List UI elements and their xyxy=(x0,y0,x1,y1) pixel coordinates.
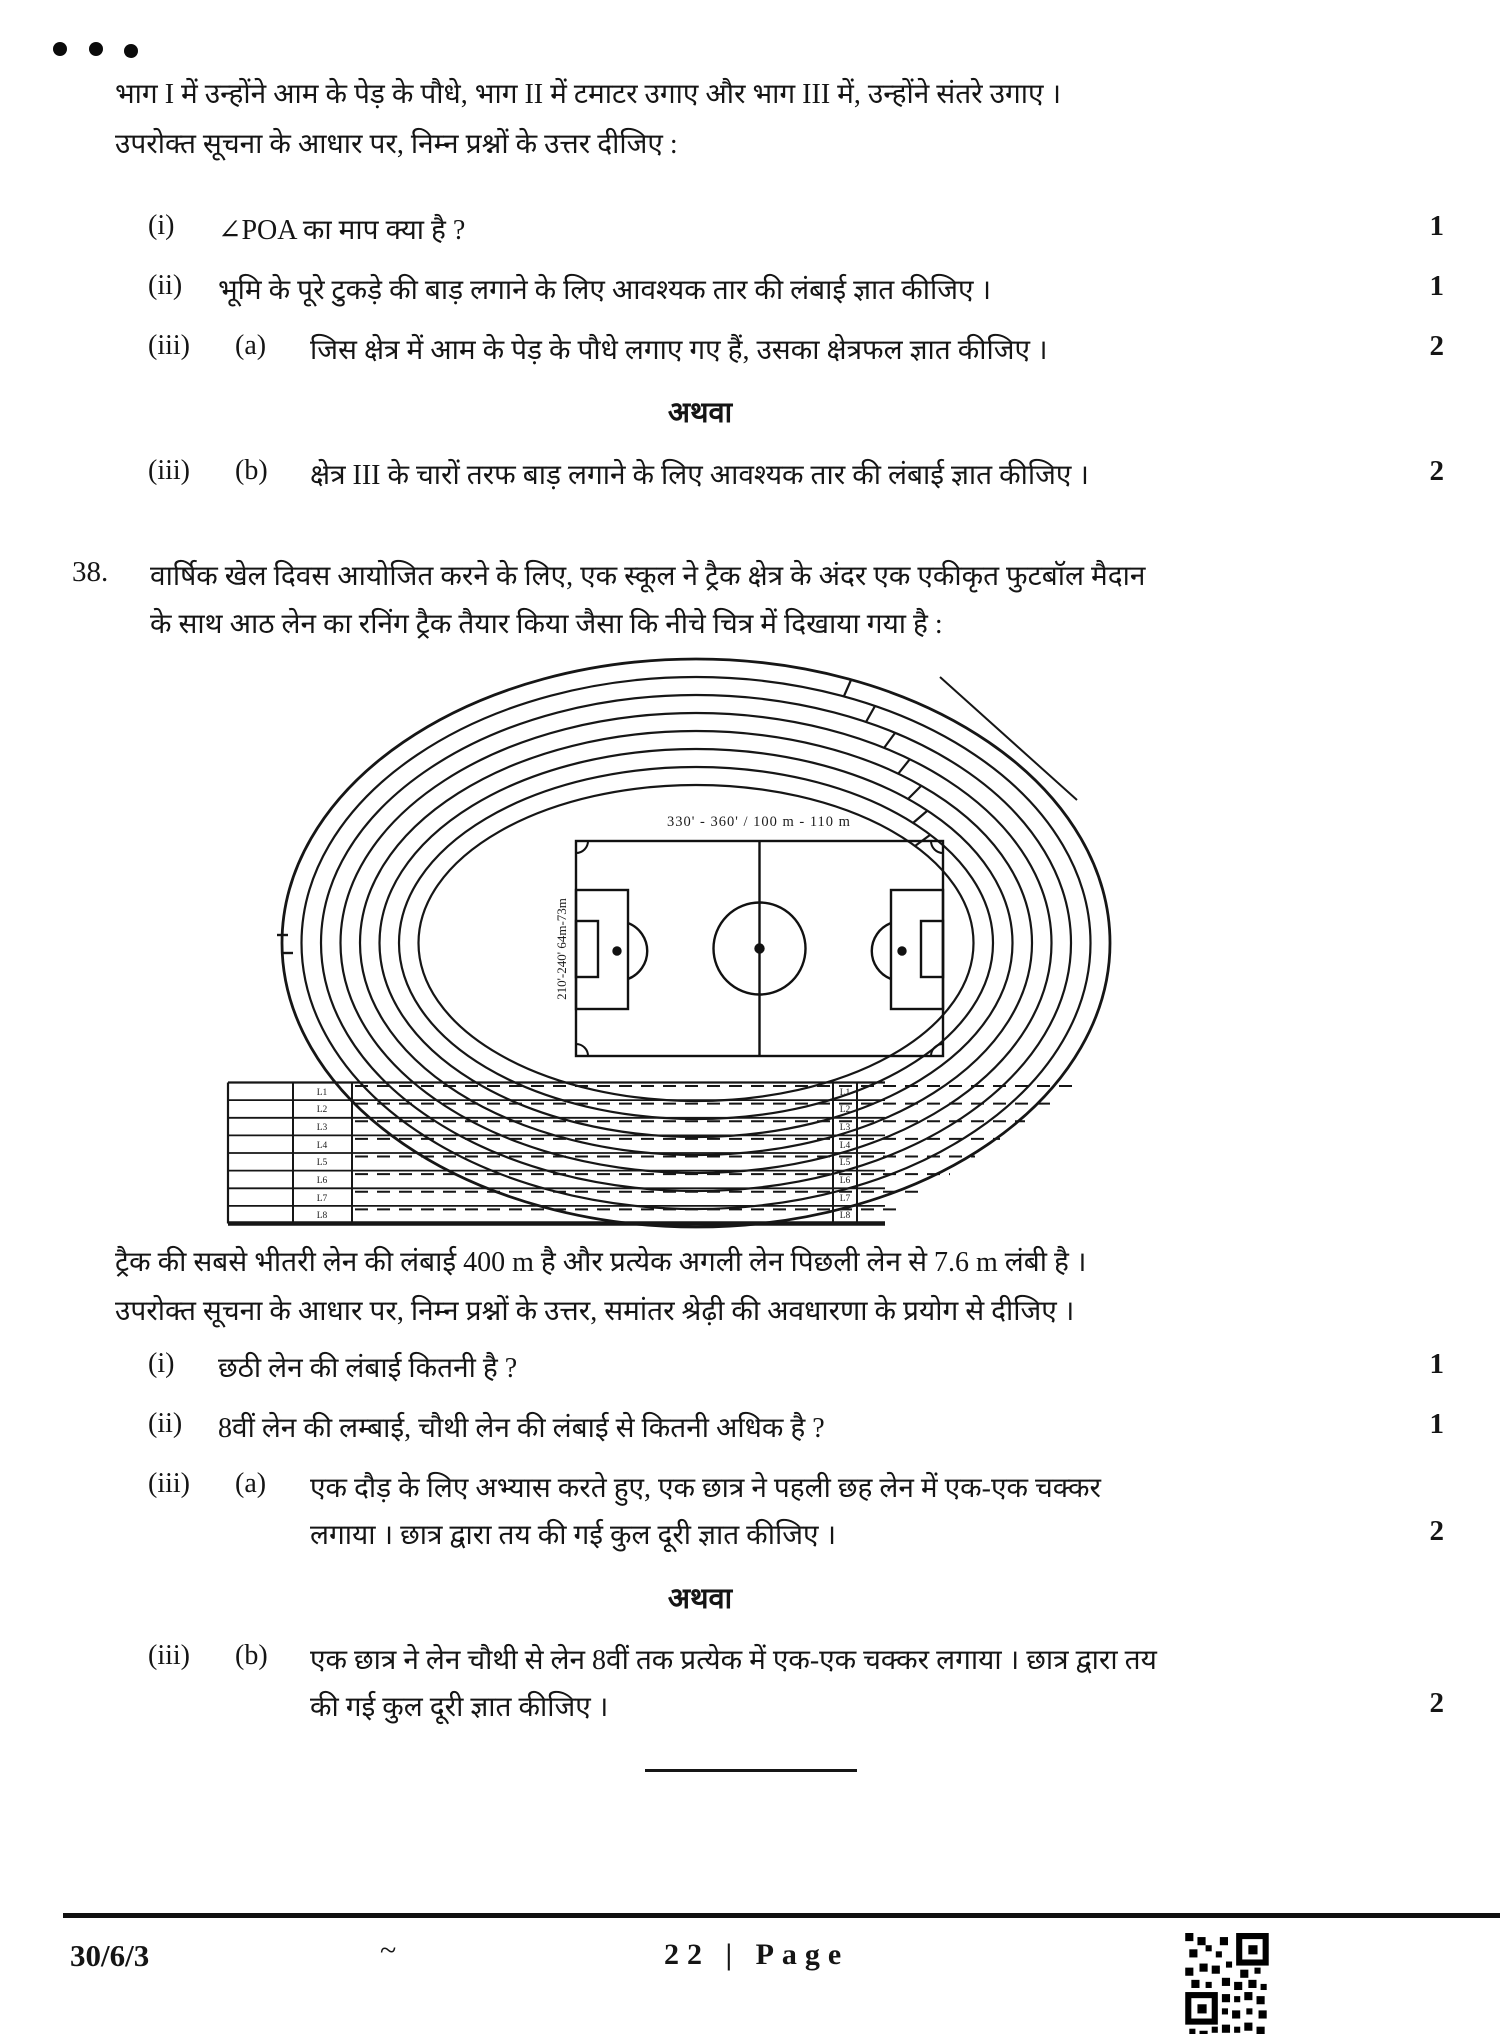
end-of-question-divider xyxy=(645,1769,857,1772)
lane-label: L3 xyxy=(316,1123,328,1133)
item-label: (ii) xyxy=(148,270,183,301)
lane-labels-right xyxy=(840,1088,851,1221)
item-sublabel: (b) xyxy=(235,1640,268,1671)
track-tick-marks xyxy=(277,935,293,953)
lane-label: L1 xyxy=(839,1088,851,1098)
q37-item-ii xyxy=(0,270,1505,314)
q37-intro-line1: भाग I में उन्होंने आम के पेड़ के पौधे, भाग II में टमाटर उगाए और भाग III में, उन्होंने संतरे उगाए । xyxy=(115,79,1062,110)
lane-label: L5 xyxy=(316,1158,328,1168)
lane-label: L2 xyxy=(316,1105,328,1115)
footer-rule xyxy=(63,1913,1500,1918)
item-marks: 2 xyxy=(1429,1515,1444,1547)
dot-icon xyxy=(53,42,67,56)
item-label: (iii) xyxy=(148,455,190,486)
lane-labels-left xyxy=(317,1088,328,1221)
item-label: (ii) xyxy=(148,1408,183,1439)
item-text: ∠POA का माप क्या है ? xyxy=(218,215,466,246)
lane-label: L5 xyxy=(839,1158,851,1168)
lane-label: L2 xyxy=(839,1105,851,1115)
penalty-spot-right xyxy=(899,948,906,955)
item-marks: 1 xyxy=(1429,270,1444,302)
item-text: छठी लेन की लंबाई कितनी है ? xyxy=(218,1353,518,1384)
dot-icon xyxy=(89,42,103,56)
item-label: (i) xyxy=(148,1348,175,1379)
item-text: एक दौड़ के लिए अभ्यास करते हुए, एक छात्र ने पहली छह लेन में एक-एक चक्कर xyxy=(310,1473,1101,1504)
lane-label: L7 xyxy=(316,1194,328,1204)
q38-item-iii-b-line2 xyxy=(0,1687,1505,1731)
item-sublabel: (a) xyxy=(235,330,267,361)
penalty-spot-left xyxy=(614,948,621,955)
page-number: 22 | Page xyxy=(664,1938,850,1971)
running-track-diagram xyxy=(225,652,1115,1232)
qr-code-pattern xyxy=(1185,1933,1271,2034)
lane-label: L8 xyxy=(316,1211,328,1221)
item-label: (i) xyxy=(148,210,175,241)
item-label: (iii) xyxy=(148,330,190,361)
dot-icon xyxy=(124,44,138,58)
q38-or-heading: अथवा xyxy=(667,1583,733,1615)
field-width-label: 210'-240' 64m-73m xyxy=(554,898,569,1000)
item-sublabel: (a) xyxy=(235,1468,267,1499)
field-length-label: 330' - 360' / 100 m - 110 m xyxy=(667,814,851,830)
item-text: 8वीं लेन की लम्बाई, चौथी लेन की लंबाई से कितनी अधिक है ? xyxy=(218,1413,825,1444)
q37-item-iii-a xyxy=(0,330,1505,374)
q37-intro-line2: उपरोक्त सूचना के आधार पर, निम्न प्रश्नों के उत्तर दीजिए : xyxy=(115,129,678,160)
qr-code xyxy=(1185,1933,1271,2034)
q38-item-ii xyxy=(0,1408,1505,1452)
lane-dashed-lines xyxy=(355,1086,1075,1209)
item-text: की गई कुल दूरी ज्ञात कीजिए । xyxy=(310,1692,609,1723)
lane-label: L6 xyxy=(839,1176,851,1186)
item-marks: 2 xyxy=(1429,455,1444,487)
q37-or-heading: अथवा xyxy=(667,397,733,429)
item-text: जिस क्षेत्र में आम के पेड़ के पौधे लगाए गए हैं, उसका क्षेत्रफल ज्ञात कीजिए । xyxy=(310,335,1048,366)
lane-label: L7 xyxy=(839,1194,851,1204)
q38-item-iii-a-line2 xyxy=(0,1515,1505,1559)
item-marks: 2 xyxy=(1429,330,1444,362)
item-text: एक छात्र ने लेन चौथी से लेन 8वीं तक प्रत्येक में एक-एक चक्कर लगाया । छात्र द्वारा तय xyxy=(310,1645,1157,1676)
paper-code: 30/6/3 xyxy=(70,1938,150,1973)
item-marks: 2 xyxy=(1429,1687,1444,1719)
item-label: (iii) xyxy=(148,1640,190,1671)
q37-item-i xyxy=(0,210,1505,254)
item-text: भूमि के पूरे टुकड़े की बाड़ लगाने के लिए आवश्यक तार की लंबाई ज्ञात कीजिए । xyxy=(218,275,992,306)
lane-label: L6 xyxy=(316,1176,328,1186)
q38-intro-line2: के साथ आठ लेन का रनिंग ट्रैक तैयार किया जैसा कि नीचे चित्र में दिखाया गया है : xyxy=(150,609,943,640)
staggered-start-marks xyxy=(844,677,1077,846)
item-marks: 1 xyxy=(1429,1348,1444,1380)
q38-intro-line1: वार्षिक खेल दिवस आयोजित करने के लिए, एक स्कूल ने ट्रैक क्षेत्र के अंदर एक एकीकृत फुटबॉल मैदान xyxy=(150,561,1146,592)
item-text: क्षेत्र III के चारों तरफ बाड़ लगाने के लिए आवश्यक तार की लंबाई ज्ञात कीजिए । xyxy=(310,460,1089,491)
center-spot xyxy=(756,945,764,953)
lane-label: L3 xyxy=(839,1123,851,1133)
item-marks: 1 xyxy=(1429,1408,1444,1440)
q38-item-i xyxy=(0,1348,1505,1392)
lane-label: L8 xyxy=(839,1211,851,1221)
item-sublabel: (b) xyxy=(235,455,268,486)
item-label: (iii) xyxy=(148,1468,190,1499)
q38-item-iii-a-line1 xyxy=(0,1468,1505,1512)
q38-number: 38. xyxy=(72,556,109,588)
q38-para2: उपरोक्त सूचना के आधार पर, निम्न प्रश्नों के उत्तर, समांतर श्रेढ़ी की अवधारणा के प्रयोग से दीजिए । xyxy=(115,1296,1075,1327)
track-lanes xyxy=(282,659,1110,1227)
q38-item-iii-b-line1 xyxy=(0,1640,1505,1684)
lane-label: L4 xyxy=(839,1141,851,1151)
q38-para1: ट्रैक की सबसे भीतरी लेन की लंबाई 400 m है और प्रत्येक अगली लेन पिछली लेन से 7.6 m लंबी है । xyxy=(115,1247,1087,1278)
football-field xyxy=(576,841,943,1056)
footer-tilde: ~ xyxy=(380,1934,397,1967)
lane-label: L4 xyxy=(316,1141,328,1151)
q37-item-iii-b xyxy=(0,455,1505,499)
lane-label: L1 xyxy=(316,1088,328,1098)
item-marks: 1 xyxy=(1429,210,1444,242)
item-text: लगाया । छात्र द्वारा तय की गई कुल दूरी ज्ञात कीजिए । xyxy=(310,1520,837,1551)
